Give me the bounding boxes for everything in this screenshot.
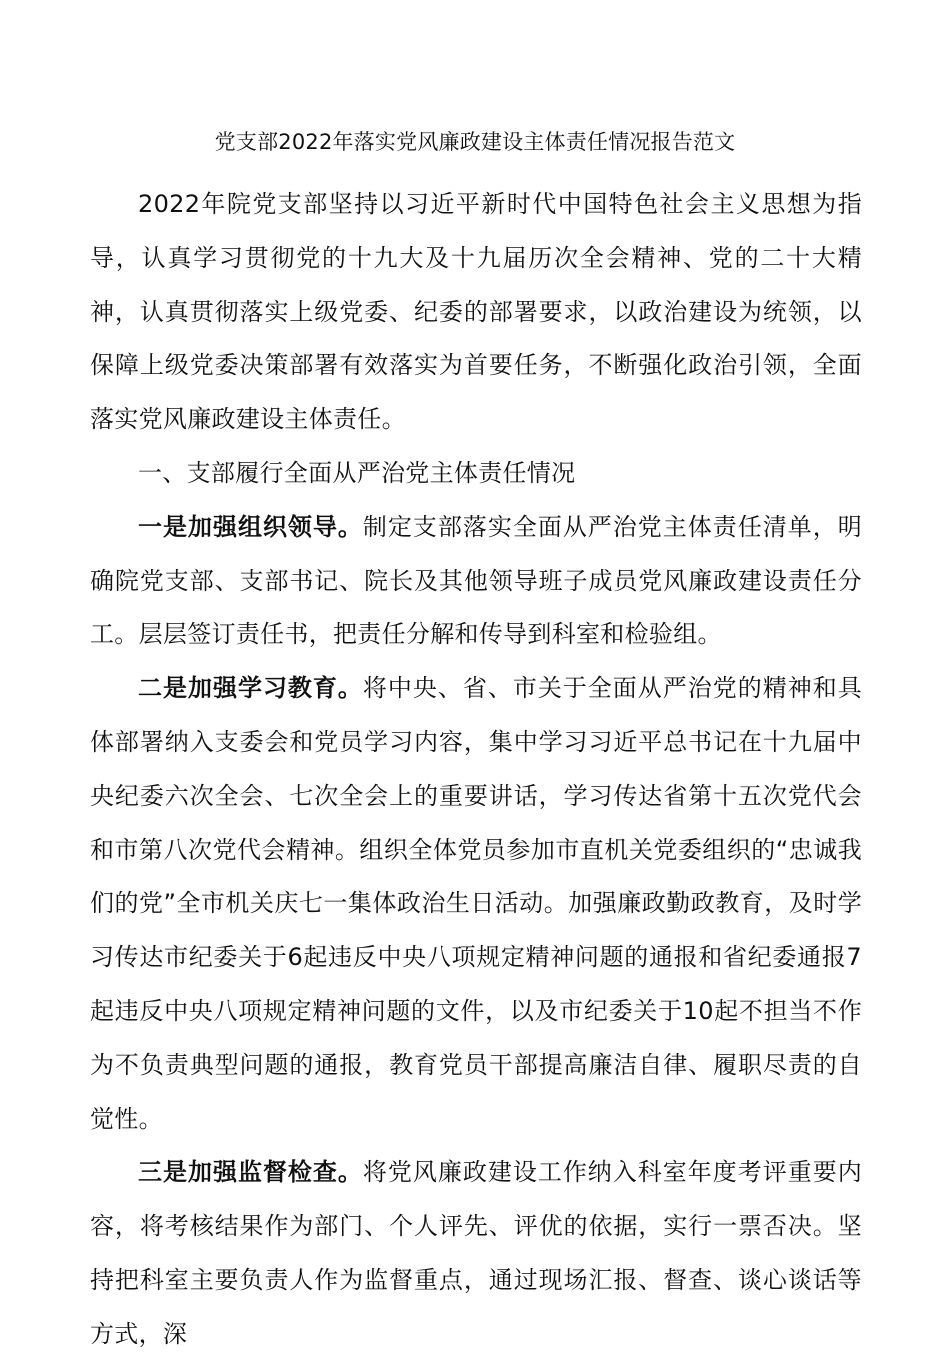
section-heading: 一、支部履行全面从严治党主体责任情况 [138,458,576,487]
document-body [90,178,862,1362]
document-title: 党支部2022年落实党风廉政建设主体责任情况报告范文 [214,130,736,154]
item-paragraph-1 [90,501,862,662]
intro-paragraph: 2022年院党支部坚持以习近平新时代中国特色社会主义思想为指导，认真学习贯彻党的十九大及十九届历次全会精神、党的二十大精神，认真贯彻落实上级党委、纪委的部署要求，以政治建设为统领，以保障上级党委决策部署有效落实为首要任务，不断强化政治引领，全面落实党风廉政建设主体责任。 [90,190,862,434]
item-paragraph-3 [90,1146,862,1361]
item-text: 制定支部落实全面从严治党主体责任清单，明确院党支部、支部书记、院长及其他领导班子成员党风廉政建设责任分工。层层签订责任书，把责任分解和传导到科室和检验组。 [90,512,862,649]
item-lead: 二是加强学习教育。 [138,674,363,703]
item-paragraph-2 [90,662,862,1146]
item-lead: 一是加强组织领导。 [138,512,363,541]
item-text: 将党风廉政建设工作纳入科室年度考评重要内容，将考核结果作为部门、个人评先、评优的依据，实行一票否决。坚持把科室主要负责人作为监督重点，通过现场汇报、督查、谈心谈话等方式，深 [90,1158,862,1348]
item-text: 将中央、省、市关于全面从严治党的精神和具体部署纳入支委会和党员学习内容，集中学习习近平总书记在十九届中央纪委六次全会、七次全会上的重要讲话，学习传达省第十五次党代会和市第八次党代会精神。组织全体党员参加市直机关党委组织的“忠诚我们的党”全市机关庆七一集体政治生日活动。加强廉政勤政教育，及时学习传达市纪委关于6起违反中央八项规定精神问题的通报和省纪委通报7起违反中央八项规定精神问题的文件，以及市纪委关于10起不担当不作为不负责典型问题的通报，教育党员干部提高廉洁自律、履职尽责的自觉性。 [90,674,862,1133]
item-lead: 三是加强监督检查。 [138,1158,363,1187]
